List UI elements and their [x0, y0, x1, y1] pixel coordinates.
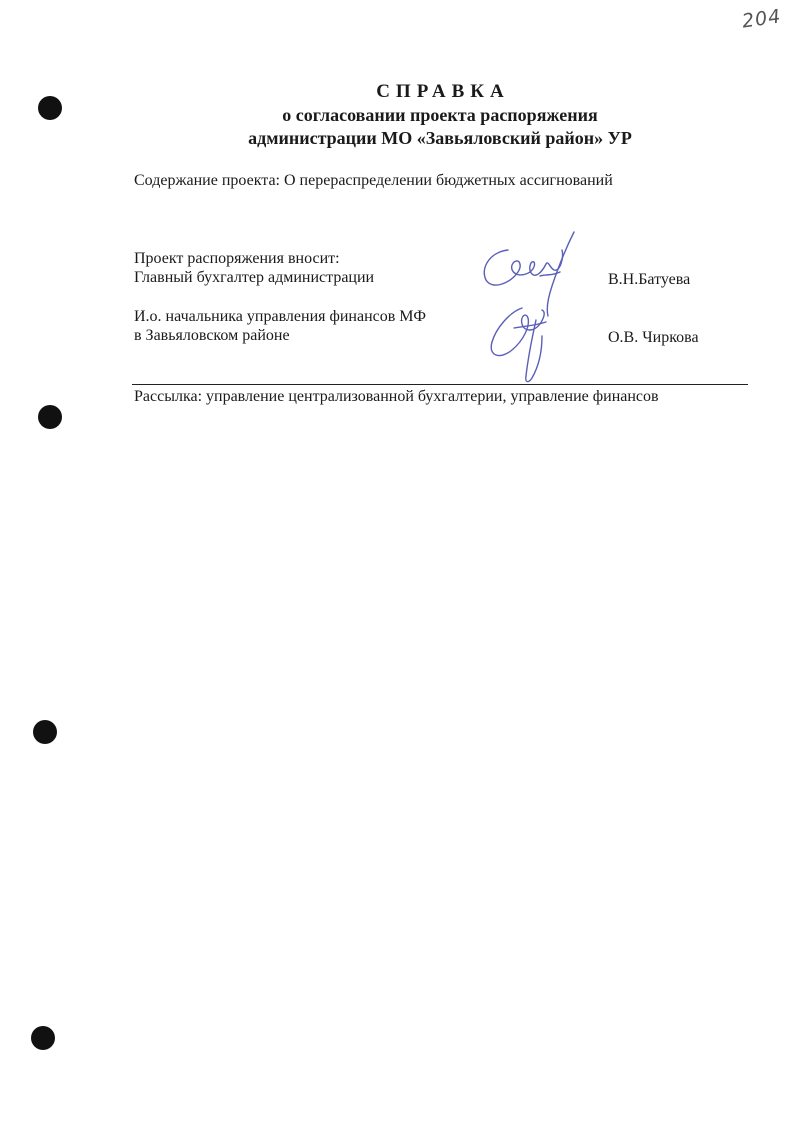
submitted-by-label: Проект распоряжения вносит: — [134, 250, 340, 267]
signer2-name: О.В. Чиркова — [608, 329, 699, 346]
handwritten-signature — [470, 228, 590, 388]
document-title — [230, 80, 650, 150]
signer2-position-line-1: И.о. начальника управления финансов МФ — [134, 308, 426, 325]
punch-hole-3 — [33, 720, 57, 744]
signer1-name: В.Н.Батуева — [608, 271, 691, 288]
signer1-position: Главный бухгалтер администрации — [134, 269, 375, 286]
signer2-position-line-2: в Завьяловском районе — [134, 327, 290, 344]
punch-hole-1 — [38, 96, 62, 120]
punch-hole-4 — [31, 1026, 55, 1050]
title-line-2: администрации МО «Завьяловский район» УР — [248, 128, 632, 148]
title-line-1: о согласовании проекта распоряжения — [282, 105, 598, 125]
punch-hole-2 — [38, 405, 62, 429]
separator-line — [132, 384, 748, 385]
page-number: 204 — [740, 5, 783, 33]
title-main: СПРАВКА — [376, 81, 510, 102]
project-content: Содержание проекта: О перераспределении бюджетных ассигнований — [134, 172, 613, 189]
distribution-list: Рассылка: управление централизованной бухгалтерии, управление финансов — [134, 388, 659, 405]
